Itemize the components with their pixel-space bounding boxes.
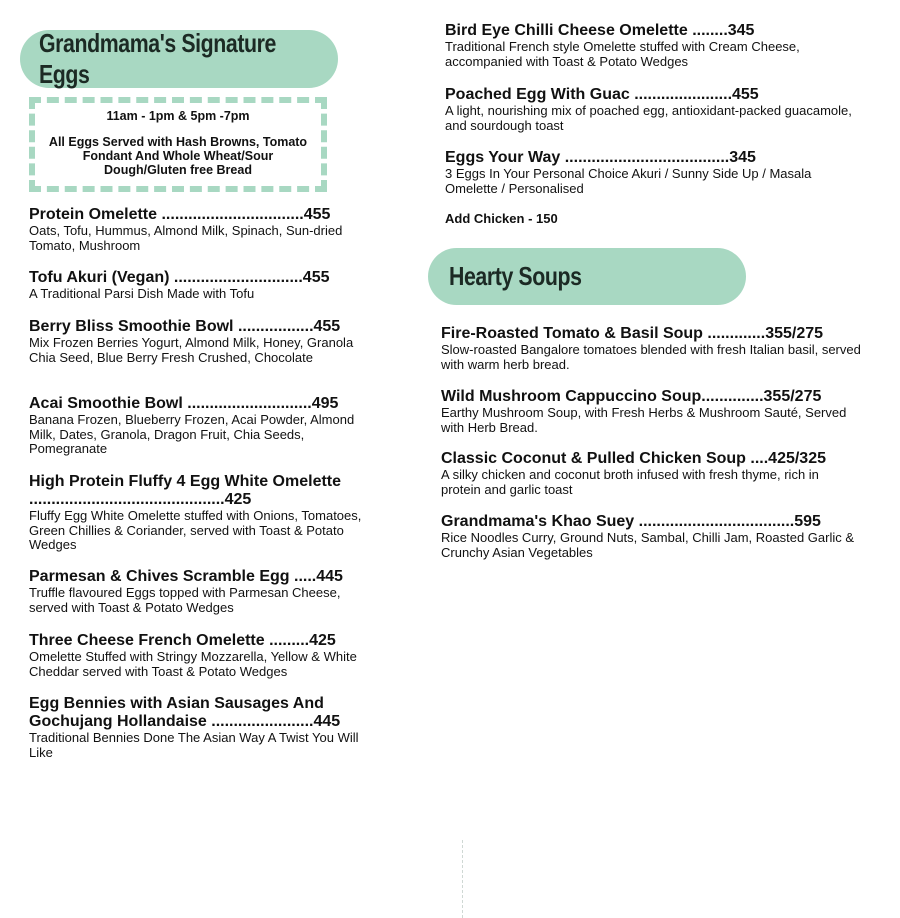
menu-item-title: High Protein Fluffy 4 Egg White Omelette ............................................425 (29, 473, 346, 508)
menu-item-title: Fire-Roasted Tomato & Basil Soup .............355/275 (441, 325, 824, 342)
menu-item (29, 269, 374, 302)
serving-info-box (29, 97, 327, 192)
menu-item-desc: Fluffy Egg White Omelette stuffed with Onions, Tomatoes, Green Chillies & Coriander, served with Toast & Potato Wedges (29, 508, 362, 552)
menu-item-title: Protein Omelette ................................455 (29, 206, 331, 223)
menu-item-title: Acai Smoothie Bowl ............................495 (29, 395, 339, 412)
menu-item (441, 325, 861, 372)
menu-item (29, 206, 374, 253)
menu-item-title: Grandmama's Khao Suey ...................................595 (441, 513, 821, 530)
menu-item-desc: 3 Eggs In Your Personal Choice Akuri / Sunny Side Up / Masala Omelette / Personalised (445, 166, 812, 196)
serving-note: All Eggs Served with Hash Browns, Tomato Fondant And Whole Wheat/Sour Dough/Gluten free Bread (48, 135, 308, 177)
serving-hours: 11am - 1pm & 5pm -7pm (106, 109, 250, 123)
menu-item (29, 568, 374, 615)
menu-item-title: Bird Eye Chilli Cheese Omelette ........345 (445, 22, 755, 39)
menu-item-title: Classic Coconut & Pulled Chicken Soup ....425/325 (441, 450, 826, 467)
menu-item-title: Poached Egg With Guac ......................455 (445, 86, 759, 103)
menu-item-desc: Truffle flavoured Eggs topped with Parmesan Cheese, served with Toast & Potato Wedges (29, 585, 341, 615)
menu-item-desc: Oats, Tofu, Hummus, Almond Milk, Spinach, Sun-dried Tomato, Mushroom (29, 223, 343, 253)
menu-item-title: Eggs Your Way .....................................345 (445, 149, 756, 166)
menu-item (29, 632, 374, 679)
menu-item-title: Berry Bliss Smoothie Bowl .................455 (29, 318, 341, 335)
menu-item-title: Egg Bennies with Asian Sausages And Gochujang Hollandaise .......................445 (29, 695, 341, 730)
menu-item-title: Three Cheese French Omelette .........425 (29, 632, 336, 649)
menu-item-title: Tofu Akuri (Vegan) .............................455 (29, 269, 330, 286)
section-title-hearty-soups (428, 248, 746, 305)
add-chicken-note: Add Chicken - 150 (445, 211, 558, 226)
menu-item-desc: Traditional Bennies Done The Asian Way A Twist You Will Like (29, 730, 359, 760)
menu-item (445, 86, 865, 133)
section-title-signature-eggs (20, 30, 338, 88)
menu-item-desc: Traditional French style Omelette stuffed with Cream Cheese, accompanied with Toast & Potato Wedges (445, 39, 800, 69)
page-fold-divider (462, 840, 463, 918)
menu-item-desc: A light, nourishing mix of poached egg, antioxidant-packed guacamole, and sourdough toast (445, 103, 852, 133)
menu-item (441, 388, 861, 435)
menu-item-desc: A silky chicken and coconut broth infused with fresh thyme, rich in protein and garlic toast (441, 467, 819, 497)
menu-item (445, 149, 865, 196)
menu-item-desc: Earthy Mushroom Soup, with Fresh Herbs & Mushroom Sauté, Served with Herb Bread. (441, 405, 847, 435)
menu-item-title: Wild Mushroom Cappuccino Soup..............355/275 (441, 388, 822, 405)
menu-item-desc: Slow-roasted Bangalore tomatoes blended with fresh Italian basil, served with warm herb bread. (441, 342, 861, 372)
menu-item (29, 695, 369, 760)
menu-item-title: Parmesan & Chives Scramble Egg .....445 (29, 568, 343, 585)
menu-item-desc: Mix Frozen Berries Yogurt, Almond Milk, Honey, Granola Chia Seed, Blue Berry Fresh Crushed, Chocolate (29, 335, 354, 365)
menu-item-desc: Banana Frozen, Blueberry Frozen, Acai Powder, Almond Milk, Dates, Granola, Dragon Fruit, Chia Seeds, Pomegranate (29, 412, 355, 456)
menu-item (441, 513, 861, 560)
menu-item (441, 450, 861, 497)
menu-item-desc: Rice Noodles Curry, Ground Nuts, Sambal, Chilli Jam, Roasted Garlic & Crunchy Asian Vegetables (441, 530, 855, 560)
menu-item-desc: Omelette Stuffed with Stringy Mozzarella, Yellow & White Cheddar served with Toast & Potato Wedges (29, 649, 357, 679)
menu-item-desc: A Traditional Parsi Dish Made with Tofu (29, 286, 255, 301)
menu-item (445, 22, 865, 69)
menu-item (29, 395, 374, 457)
menu-item (29, 318, 374, 365)
menu-item (29, 473, 369, 553)
section-title-label: Grandmama's Signature Eggs (39, 28, 276, 89)
section-title-label: Hearty Soups (449, 261, 582, 291)
